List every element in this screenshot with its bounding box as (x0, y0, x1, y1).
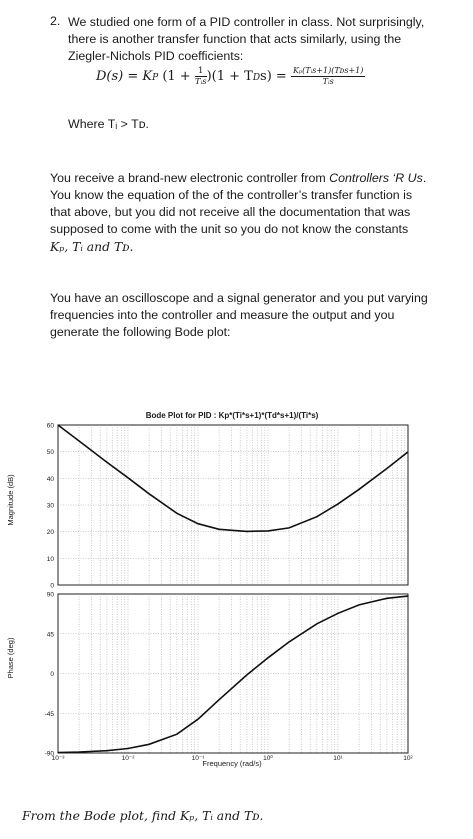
magnitude-ytick-label: 40 (46, 475, 54, 483)
xtick-label: 10⁻¹ (191, 755, 205, 762)
magnitude-ytick-label: 20 (46, 529, 54, 537)
phase-point (267, 657, 268, 658)
phase-ytick-label: 90 (46, 591, 54, 599)
intro-line: We studied one form of a PID controller in class. Not surprisingly, (68, 15, 425, 29)
phase-point (176, 734, 177, 735)
magnitude-ylabel: Magnitude (dB) (6, 474, 15, 526)
magnitude-point (106, 462, 107, 463)
phase-point (288, 641, 289, 642)
phase-point (197, 719, 198, 720)
magnitude-point (218, 529, 219, 530)
magnitude-point (148, 493, 149, 494)
phase-point (127, 748, 128, 749)
xtick-label: 10⁻² (121, 755, 135, 762)
phase-point (106, 750, 107, 751)
intro-line: there is another transfer function that acts similarly, using the (68, 32, 402, 46)
magnitude-point (407, 451, 408, 452)
phase-point (316, 623, 317, 624)
equation-lhs: D(s) = K (96, 69, 153, 84)
paragraph-line: that above, but you did not receive all the documentation that was (50, 205, 411, 219)
magnitude-axes (47, 423, 409, 590)
paragraph-line: You have an oscilloscope and a signal generator and you put varying (50, 291, 428, 305)
xtick-label: 10⁰ (263, 755, 273, 762)
magnitude-point (386, 468, 387, 469)
paragraph-line: frequencies into the controller and measure the output and you (50, 308, 395, 322)
phase-axes (45, 592, 414, 763)
magnitude-point (176, 513, 177, 514)
magnitude-point (127, 477, 128, 478)
magnitude-ytick-label: 50 (46, 449, 54, 457)
phase-point (218, 699, 219, 700)
magnitude-ytick-label: 0 (50, 582, 54, 590)
magnitude-point (337, 503, 338, 504)
xtick-label: 10² (403, 755, 413, 762)
phase-point (78, 751, 79, 752)
phase-point (246, 674, 247, 675)
where-condition: Where Tᵢ > Tᴅ. (68, 117, 149, 131)
equation-rhs-fraction: $\frac{\text{Kₚ(Tᵢs+1)(Tᴅs+1)}}{\text{Tᵢs}}$ (292, 66, 364, 86)
phase-point (57, 752, 58, 753)
bode-plot (0, 400, 473, 775)
xlabel: Frequency (rad/s) (202, 759, 262, 768)
equation-mid: (1 + (162, 69, 195, 84)
phase-ytick-label: -90 (44, 750, 54, 758)
magnitude-ytick-label: 60 (46, 422, 54, 430)
magnitude-point (78, 440, 79, 441)
paragraph-line: supposed to come with the unit so you do not know the constants (50, 222, 409, 236)
magnitude-ytick-label: 10 (46, 555, 54, 563)
brand-name: Controllers ‘R Us (329, 171, 423, 185)
xtick-label: 10⁻³ (51, 755, 65, 762)
equation-mid2: )(1 + T (206, 69, 253, 84)
magnitude-point (267, 530, 268, 531)
magnitude-ytick-label: 30 (46, 502, 54, 510)
phase-point (148, 744, 149, 745)
paragraph-oscilloscope (50, 290, 428, 341)
phase-ytick-label: -45 (44, 710, 54, 718)
equation-mid3: s) = (260, 69, 287, 84)
magnitude-point (316, 516, 317, 517)
paragraph-line: Kₚ, Tᵢ and Tᴅ. (50, 239, 134, 254)
phase-point (407, 596, 408, 597)
magnitude-point (197, 523, 198, 524)
paragraph-line: You know the equation of the of the controller’s transfer function is (50, 188, 413, 202)
intro-paragraph (68, 14, 424, 65)
intro-line: Ziegler-Nichols PID coefficients: (68, 49, 244, 63)
phase-ytick-label: 0 (50, 671, 54, 678)
magnitude-point (358, 489, 359, 490)
pid-equation: D(s) = KP (1 + $\frac{1}{\text{Tᵢs}}$ )(1 + TDs) = $\frac{\text{Kₚ(Tᵢs+1)(Tᴅs+1)}}{\text{Tᵢs}}$ (96, 66, 364, 87)
magnitude-point (57, 424, 58, 425)
chart-title: Bode Plot for PID : Kp*(Ti*s+1)*(Td*s+1)/(Ti*s) (145, 411, 319, 420)
paragraph-line: You receive a brand-new electronic controller from Controllers ‘R Us. (50, 171, 427, 185)
phase-ylabel: Phase (deg) (6, 637, 15, 679)
phase-point (337, 613, 338, 614)
final-question: From the Bode plot, find Kₚ, Tᵢ and Tᴅ. (22, 808, 264, 823)
phase-ytick-label: 45 (46, 631, 54, 639)
equation-inner-fraction: $\frac{1}{\text{Tᵢs}}$ (194, 66, 207, 87)
magnitude-point (288, 527, 289, 528)
paragraph-line: generate the following Bode plot: (50, 325, 231, 339)
magnitude-point (246, 531, 247, 532)
phase-point (386, 598, 387, 599)
question-number: 2. (50, 14, 61, 28)
paragraph-controller (50, 170, 426, 255)
phase-point (358, 604, 359, 605)
xtick-label: 10¹ (333, 755, 343, 762)
